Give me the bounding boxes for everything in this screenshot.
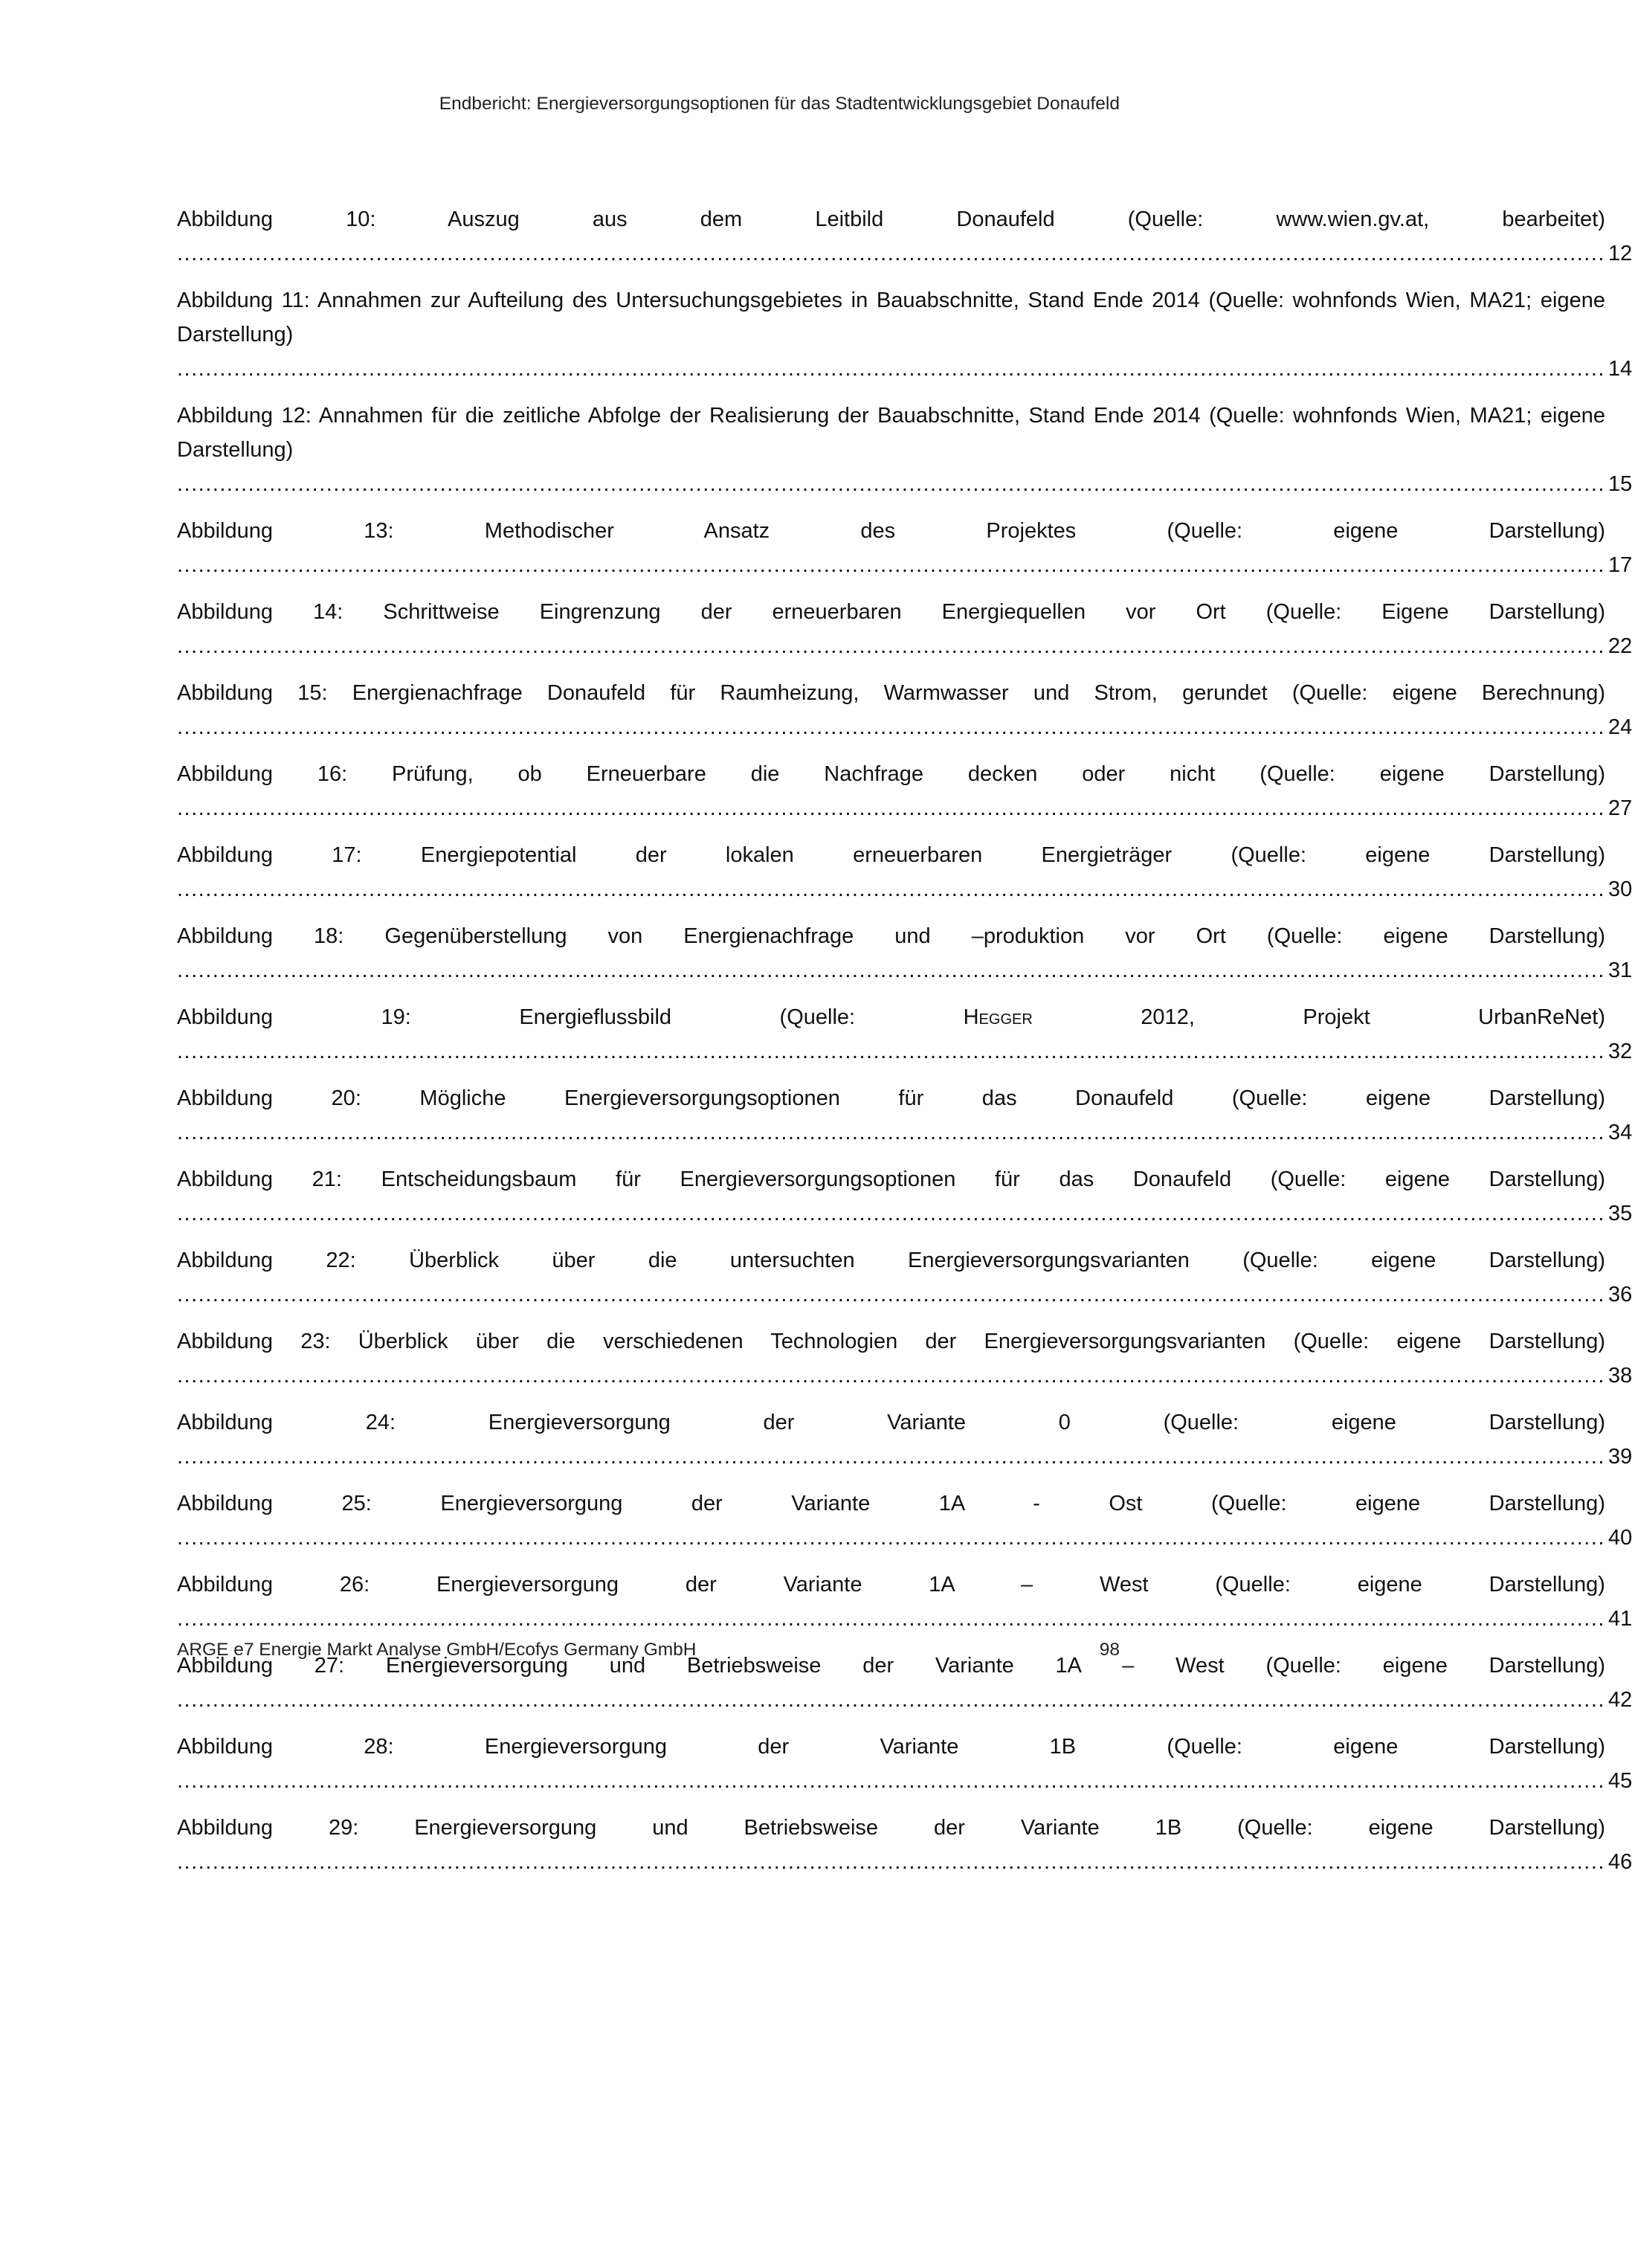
footer-company: ARGE e7 Energie Markt Analyse GmbH/Ecofys Germany GmbH <box>177 1640 697 1660</box>
list-entry-20[interactable] <box>177 1081 1632 1150</box>
entry-page: 40 <box>1607 1526 1632 1550</box>
entry-page: 30 <box>1607 877 1632 901</box>
list-entry-12[interactable] <box>177 399 1632 501</box>
entry-text: Abbildung 27: Energieversorgung und Betriebsweise der Variante 1A – West (Quelle: eigene Darstellung) ......................................................................................................................................................................................................... <box>177 1654 1605 1712</box>
entry-text: Abbildung 19: Energieflussbild (Quelle: Hegger 2012, Projekt UrbanReNet) ......................................................................................................................................................................................................... <box>177 1005 1605 1063</box>
entry-text: Abbildung 29: Energieversorgung und Betriebsweise der Variante 1B (Quelle: eigene Darstellung) ......................................................................................................................................................................................................... <box>177 1816 1605 1874</box>
list-entry-13[interactable] <box>177 514 1632 582</box>
entry-page: 34 <box>1607 1121 1632 1144</box>
list-entry-29[interactable] <box>177 1811 1632 1879</box>
entry-page: 22 <box>1607 634 1632 658</box>
entry-text: Abbildung 20: Mögliche Energieversorgungsoptionen für das Donaufeld (Quelle: eigene Darstellung) ......................................................................................................................................................................................................... <box>177 1086 1605 1144</box>
page-footer <box>177 1637 1120 1663</box>
entry-text: Abbildung 14: Schrittweise Eingrenzung der erneuerbaren Energiequellen vor Ort (Quelle: Eigene Darstellung) ......................................................................................................................................................................................................... <box>177 600 1605 658</box>
list-entry-23[interactable] <box>177 1324 1632 1393</box>
entry-text: Abbildung 24: Energieversorgung der Variante 0 (Quelle: eigene Darstellung) ......................................................................................................................................................................................................... <box>177 1411 1605 1469</box>
entry-text: Abbildung 28: Energieversorgung der Variante 1B (Quelle: eigene Darstellung) ......................................................................................................................................................................................................... <box>177 1735 1605 1793</box>
entry-text: Abbildung 15: Energienachfrage Donaufeld für Raumheizung, Warmwasser und Strom, gerundet (Quelle: eigene Berechnung) ......................................................................................................................................................................................................... <box>177 681 1605 739</box>
entry-page: 17 <box>1607 553 1632 577</box>
list-entry-15[interactable] <box>177 676 1632 744</box>
entry-text: Abbildung 10: Auszug aus dem Leitbild Donaufeld (Quelle: www.wien.gv.at, bearbeitet) ......................................................................................................................................................................................................... <box>177 207 1605 265</box>
entry-page: 38 <box>1607 1364 1632 1388</box>
list-entry-17[interactable] <box>177 838 1632 906</box>
author-name: Hegger <box>963 1005 1033 1029</box>
entry-text: Abbildung 21: Entscheidungsbaum für Energieversorgungsoptionen für das Donaufeld (Quelle: eigene Darstellung) ......................................................................................................................................................................................................... <box>177 1167 1605 1225</box>
entry-page: 31 <box>1607 959 1632 982</box>
entry-page: 42 <box>1607 1688 1632 1712</box>
entry-page: 39 <box>1607 1445 1632 1469</box>
list-entry-24[interactable] <box>177 1405 1632 1474</box>
entry-text: Abbildung 22: Überblick über die untersuchten Energieversorgungsvarianten (Quelle: eigene Darstellung) ......................................................................................................................................................................................................... <box>177 1249 1605 1307</box>
entry-page: 41 <box>1607 1607 1632 1631</box>
entry-text: Abbildung 12: Annahmen für die zeitliche Abfolge der Realisierung der Bauabschnitte, Stand Ende 2014 (Quelle: wohnfonds Wien, MA21; eigene Darstellung) ......................................................................................................................................................................................................... <box>177 404 1605 496</box>
list-entry-22[interactable] <box>177 1243 1632 1312</box>
entry-page: 36 <box>1607 1283 1632 1307</box>
entry-text: Abbildung 16: Prüfung, ob Erneuerbare die Nachfrage decken oder nicht (Quelle: eigene Darstellung) ......................................................................................................................................................................................................... <box>177 762 1605 820</box>
entry-page: 27 <box>1607 796 1632 820</box>
entry-text: Abbildung 17: Energiepotential der lokalen erneuerbaren Energieträger (Quelle: eigene Darstellung) ......................................................................................................................................................................................................... <box>177 843 1605 901</box>
page-number: 98 <box>1099 1640 1120 1660</box>
list-entry-19[interactable] <box>177 1000 1632 1069</box>
entry-page: 12 <box>1607 242 1632 265</box>
entry-text: Abbildung 25: Energieversorgung der Variante 1A - Ost (Quelle: eigene Darstellung) ......................................................................................................................................................................................................... <box>177 1492 1605 1550</box>
entry-page: 32 <box>1607 1040 1632 1063</box>
list-entry-28[interactable] <box>177 1730 1632 1798</box>
list-entry-11[interactable] <box>177 283 1632 386</box>
list-entry-25[interactable] <box>177 1486 1632 1555</box>
entry-page: 45 <box>1607 1769 1632 1793</box>
entry-text: Abbildung 13: Methodischer Ansatz des Projektes (Quelle: eigene Darstellung) ......................................................................................................................................................................................................... <box>177 519 1605 577</box>
entry-text: Abbildung 26: Energieversorgung der Variante 1A – West (Quelle: eigene Darstellung) ......................................................................................................................................................................................................... <box>177 1573 1605 1631</box>
entry-page: 24 <box>1607 715 1632 739</box>
list-entry-26[interactable] <box>177 1568 1632 1636</box>
entry-page: 35 <box>1607 1202 1632 1225</box>
entry-page: 15 <box>1607 472 1632 496</box>
running-header: Endbericht: Energieversorgungsoptionen für das Stadtentwicklungsgebiet Donaufeld <box>439 94 1120 114</box>
entry-text: Abbildung 11: Annahmen zur Aufteilung des Untersuchungsgebietes in Bauabschnitte, Stand Ende 2014 (Quelle: wohnfonds Wien, MA21; eigene Darstellung) ......................................................................................................................................................................................................... <box>177 289 1605 381</box>
list-entry-21[interactable] <box>177 1162 1632 1231</box>
list-entry-14[interactable] <box>177 595 1632 663</box>
entry-page: 14 <box>1607 357 1632 381</box>
entry-text: Abbildung 23: Überblick über die verschiedenen Technologien der Energieversorgungsvarianten (Quelle: eigene Darstellung) ......................................................................................................................................................................................................... <box>177 1330 1605 1388</box>
list-entry-18[interactable] <box>177 919 1632 988</box>
entry-text: Abbildung 18: Gegenüberstellung von Energienachfrage und –produktion vor Ort (Quelle: eigene Darstellung) ......................................................................................................................................................................................................... <box>177 924 1605 982</box>
list-entry-10[interactable] <box>177 202 1632 271</box>
entry-page: 46 <box>1607 1850 1632 1874</box>
list-entry-16[interactable] <box>177 757 1632 825</box>
